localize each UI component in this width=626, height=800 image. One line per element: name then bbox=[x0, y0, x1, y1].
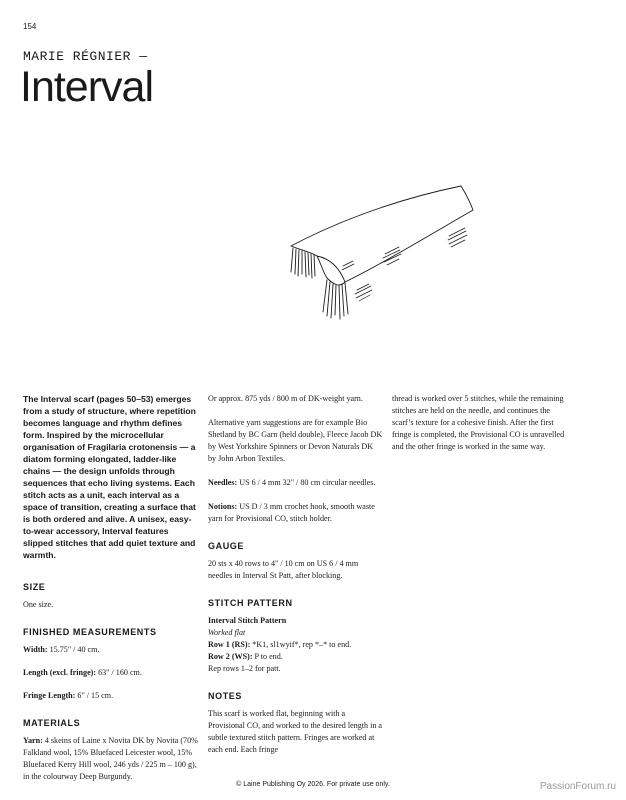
notes-heading: NOTES bbox=[208, 691, 243, 701]
finished-measurements-heading: FINISHED MEASUREMENTS bbox=[23, 627, 157, 637]
column-3 bbox=[392, 393, 567, 453]
page-title: Interval bbox=[20, 63, 154, 111]
notes-text-2: thread is worked over 5 stitches, while the remaining stitches are held on the needle, and continues the scarf’s texture for a cohesive finish. After the first fringe is completed, the Provisional CO is unravelled and the other fringe is worked in the same way. bbox=[392, 394, 565, 451]
designer-name: MARIE RÉGNIER — bbox=[23, 49, 148, 64]
yarn-label: Yarn: bbox=[23, 736, 43, 745]
needles-label: Needles: bbox=[208, 478, 238, 487]
length-label: Length (excl. fringe): bbox=[23, 668, 97, 677]
worked-flat: Worked flat bbox=[208, 628, 246, 637]
size-text: One size. bbox=[23, 600, 54, 609]
size-heading: SIZE bbox=[23, 582, 46, 592]
column-2 bbox=[208, 393, 383, 756]
row-2-label: Row 2 (WS): bbox=[208, 652, 253, 661]
length-value: 63" / 160 cm. bbox=[96, 668, 142, 677]
fringe-label: Fringe Length: bbox=[23, 691, 76, 700]
yarn-approx: Or approx. 875 yds / 800 m of DK-weight yarn. bbox=[208, 394, 363, 403]
gauge-text: 20 sts x 40 rows to 4" / 10 cm on US 6 / 4 mm needles in Interval St Patt, after blocking. bbox=[208, 559, 359, 580]
width-label: Width: bbox=[23, 645, 48, 654]
row-1-text: *K1, sl1wyif*, rep *–* to end. bbox=[250, 640, 352, 649]
width-line bbox=[23, 644, 198, 656]
stitch-pattern-name: Interval Stitch Pattern bbox=[208, 616, 287, 625]
footer-copyright: © Laine Publishing Oy 2026. For private use only. bbox=[236, 781, 390, 788]
row-1 bbox=[208, 639, 383, 651]
row-1-label: Row 1 (RS): bbox=[208, 640, 251, 649]
needles-text: US 6 / 4 mm 32" / 80 cm circular needles. bbox=[237, 478, 376, 487]
materials-heading: MATERIALS bbox=[23, 718, 81, 728]
fringe-right bbox=[323, 280, 348, 319]
notions-text: US D / 3 mm crochet hook, smooth waste yarn for Provisional CO, stitch holder. bbox=[208, 502, 375, 523]
scarf-outline bbox=[291, 186, 473, 282]
yarn-line bbox=[23, 735, 198, 783]
gauge-heading: GAUGE bbox=[208, 541, 245, 551]
needles-line bbox=[208, 477, 383, 489]
notions-line bbox=[208, 501, 383, 525]
notes-text-1: This scarf is worked flat, beginning with a Provisional CO, and worked to the desired length in a subtle textured stitch pattern. Fringes are worked at each end. Each fringe bbox=[208, 709, 382, 754]
column-1 bbox=[23, 393, 198, 783]
intro-paragraph: The Interval scarf (pages 50–53) emerges from a study of structure, where repetition becomes language and rhythm defines form. Inspired by the microcellular organisation of Fragilaria crotonensis — a diatom forming elongated, ladder-like chains — the design unfolds through sequences that echo living systems. Each stitch acts as a unit, each interval as a space of transition, creating a surface that is both ordered and alive. A unisex, easy-to-wear accessory, Interval features slipped stitches that add quiet texture and warmth. bbox=[23, 394, 196, 560]
repeat-text: Rep rows 1–2 for patt. bbox=[208, 664, 281, 673]
fringe-value: 6" / 15 cm. bbox=[75, 691, 114, 700]
watermark: PassionForum.ru bbox=[539, 781, 616, 792]
notions-label: Notions: bbox=[208, 502, 238, 511]
slipped-stitch-texture bbox=[342, 228, 467, 301]
yarn-text: 4 skeins of Laine x Novita DK by Novita (70% Falkland wool, 15% Bluefaced Leicester wool, 15% Bluefaced Kerry Hill wool, 246 yds / 225 m – 100 g), in the colourway Deep Burgundy. bbox=[23, 736, 198, 781]
stitch-pattern-heading: STITCH PATTERN bbox=[208, 598, 293, 608]
fringe-line bbox=[23, 690, 198, 702]
yarn-alternatives: Alternative yarn suggestions are for example Bio Shetland by BC Garn (held double), Fleece Jacob DK by West Yorkshire Spinners or Devon Naturals DK by John Arbon Textiles. bbox=[208, 418, 383, 463]
row-2 bbox=[208, 651, 383, 663]
page-number: 154 bbox=[23, 22, 37, 31]
scarf-illustration bbox=[283, 184, 478, 334]
row-2-text: P to end. bbox=[252, 652, 283, 661]
width-value: 15.75" / 40 cm. bbox=[47, 645, 100, 654]
length-line bbox=[23, 667, 198, 679]
fringe-left bbox=[291, 248, 315, 278]
